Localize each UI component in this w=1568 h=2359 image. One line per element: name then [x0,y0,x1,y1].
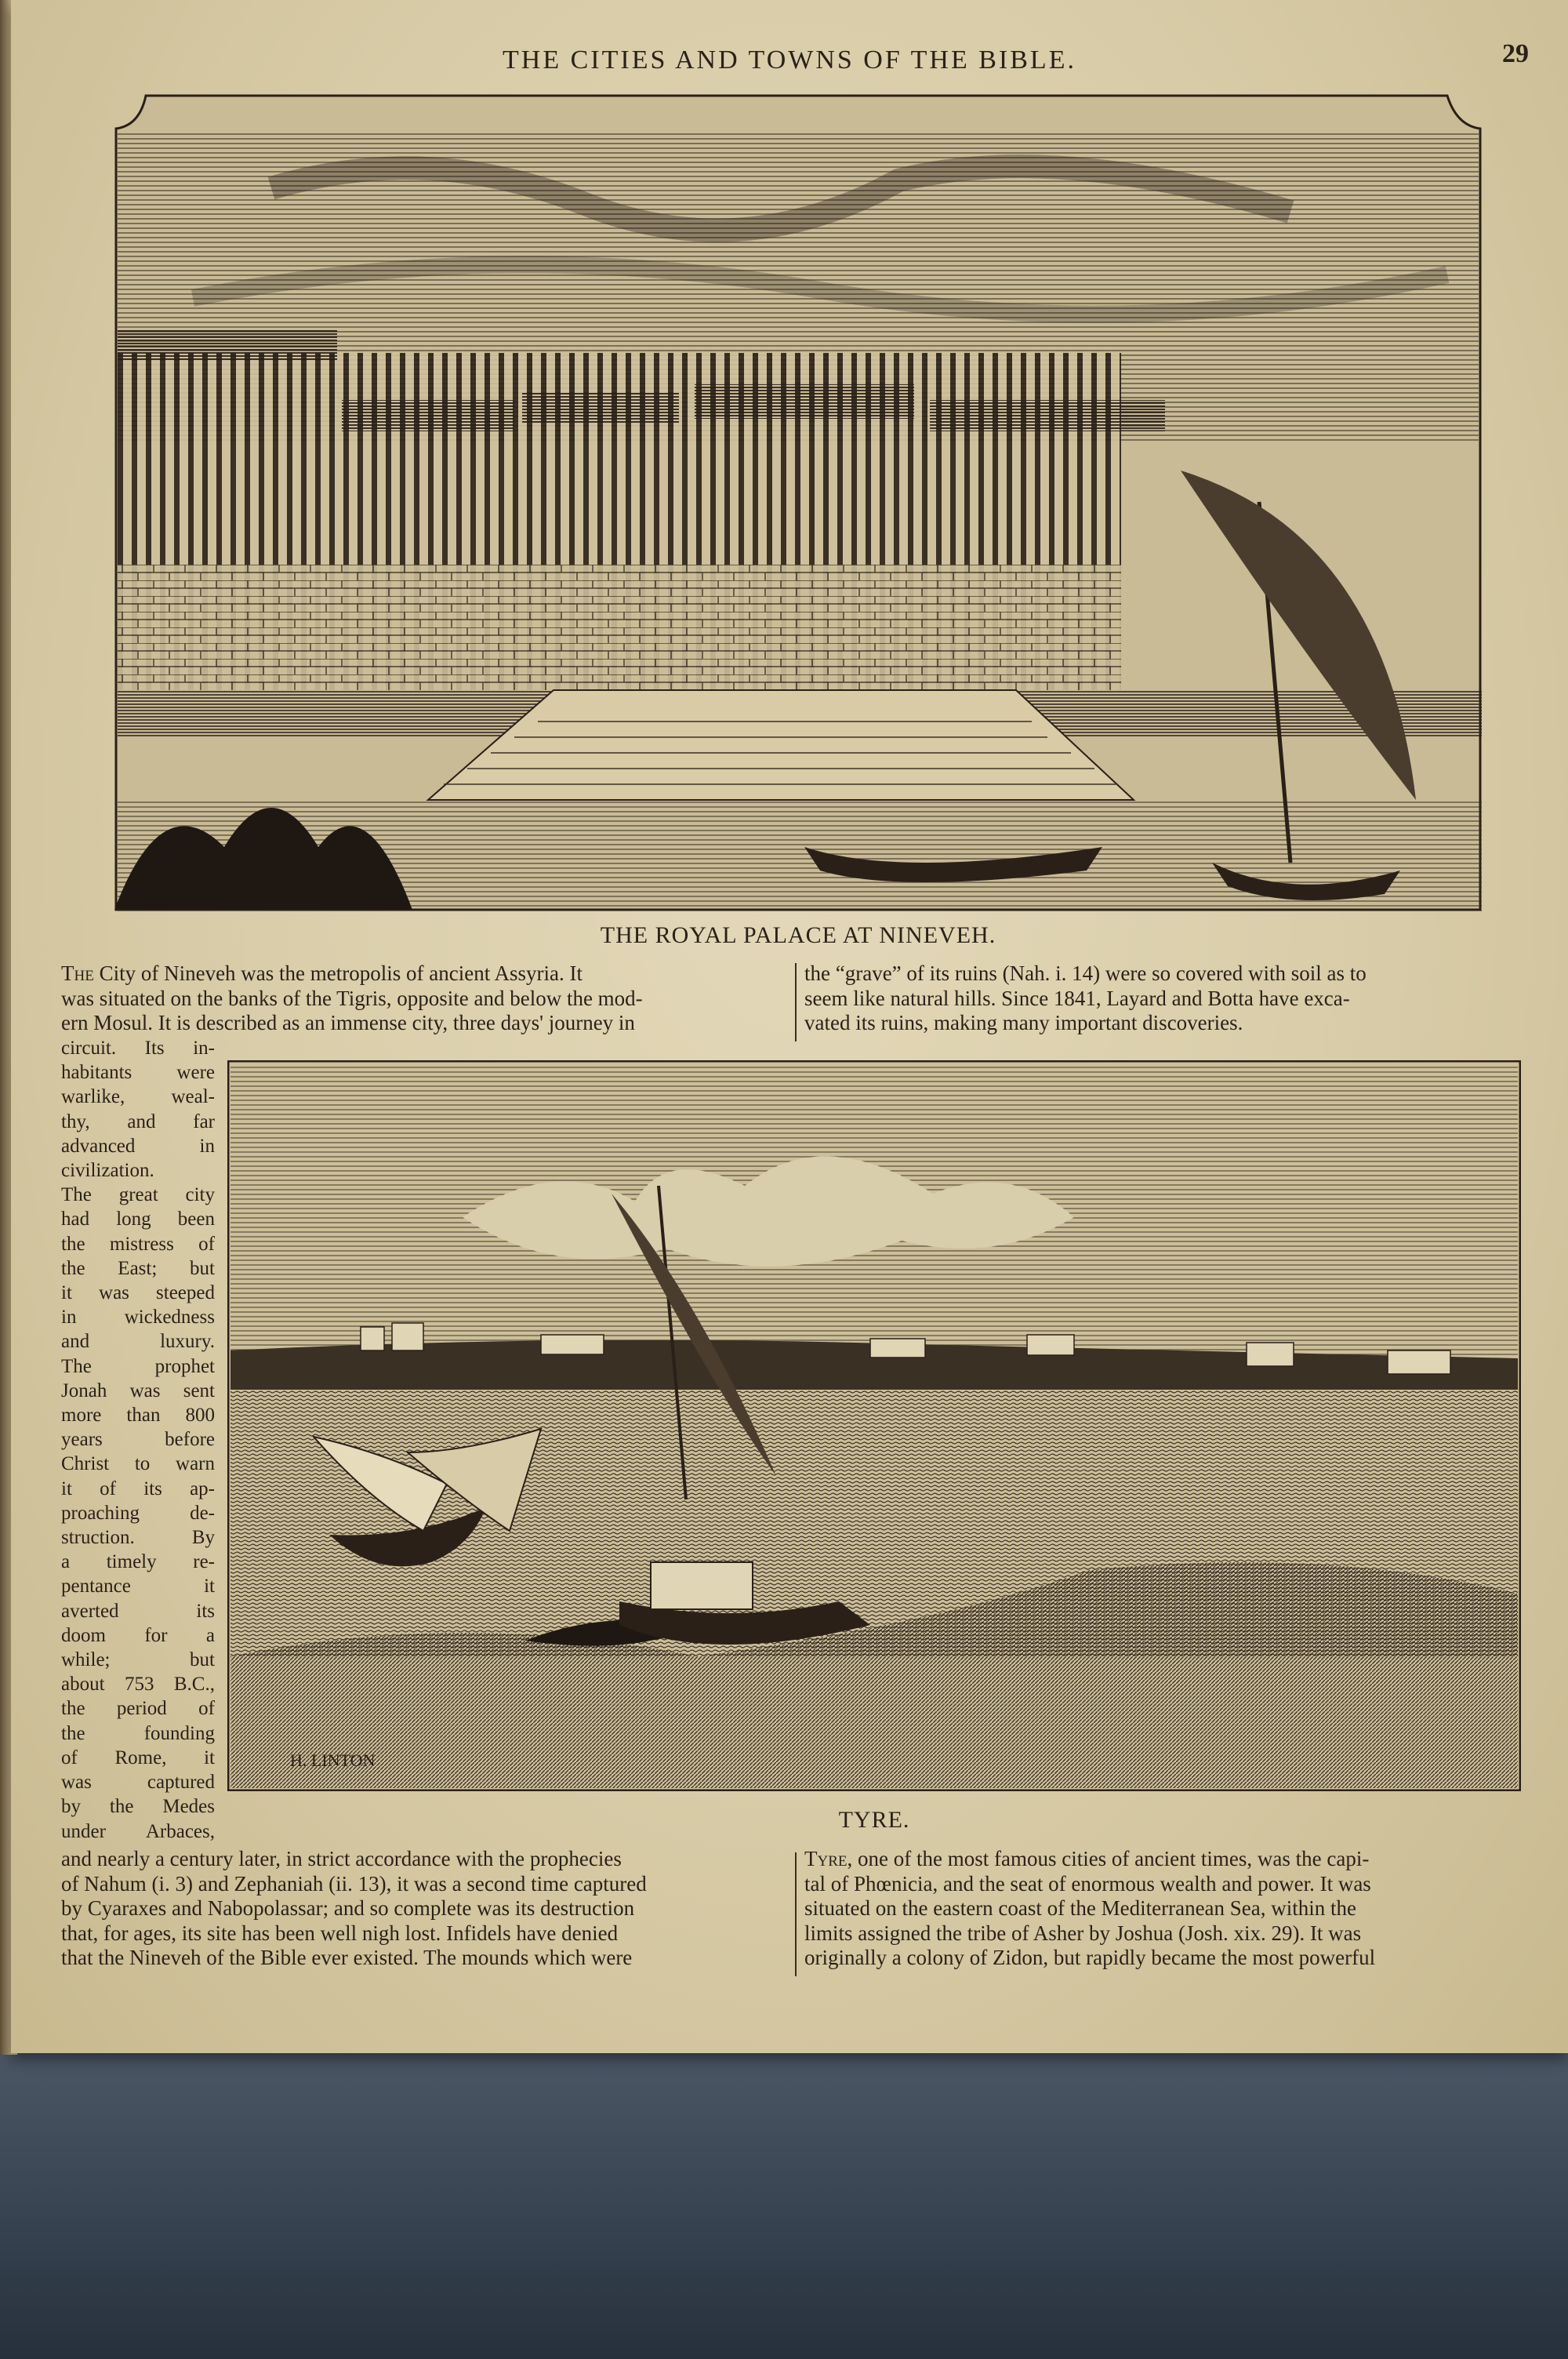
text-line: The great city [61,1184,215,1206]
text-line: the period of [61,1698,215,1720]
text-line: by the Medes [61,1796,215,1818]
text-line: the “grave” of its ruins (Nah. i. 14) were so covered with soil as to [804,961,1367,985]
text-line: under Arbaces, [61,1820,215,1842]
text-line: that, for ages, its site has been well nigh lost. Infidels have denied [61,1921,619,1945]
column-rule-top [795,963,797,1041]
page-number: 29 [1502,39,1529,68]
text-line: and nearly a century later, in strict accordance with the prophecies [61,1847,622,1870]
text-line: originally a colony of Zidon, but rapidly became the most powerful [804,1946,1376,1969]
text-line: doom for a [61,1624,215,1646]
text-line: Christ to warn [61,1453,215,1475]
running-head: THE CITIES AND TOWNS OF THE BIBLE. [503,45,1076,75]
text-line: of Nahum (i. 3) and Zephaniah (ii. 13), it was a second time captured [61,1871,647,1896]
text-line: was situated on the banks of the Tigris, opposite and below the mod- [61,986,643,1010]
text-line: it was steeped [61,1282,215,1304]
lead-word: The [61,961,94,985]
text-line: circuit. Its in- [61,1038,215,1059]
nineveh-text-top-right [804,961,1541,1036]
text-line: was captured [61,1772,215,1794]
figure-caption-nineveh: THE ROYAL PALACE AT NINEVEH. [600,922,996,948]
figure-caption-tyre: TYRE. [838,1807,910,1833]
text-line: of Rome, it [61,1747,215,1768]
text-line: Jonah was sent [61,1379,215,1401]
text-line: Tyre, one of the most famous cities of ancient times, was the capi- [804,1847,1370,1870]
text-line: limits assigned the tribe of Asher by Joshua (Josh. xix. 29). It was [804,1921,1362,1945]
text-line: advanced in [61,1135,215,1157]
text-line: the mistress of [61,1233,215,1255]
text-line: pentance it [61,1576,215,1598]
text-line: struction. By [61,1527,215,1549]
text-line: the founding [61,1722,215,1744]
tyre-text [804,1847,1541,1971]
text-line: more than 800 [61,1405,215,1427]
nineveh-text-narrow-column [61,1036,215,1844]
text-line: while; but [61,1649,215,1671]
nineveh-text-top-left [61,961,792,1036]
text-line: The City of Nineveh was the metropolis of ancient Assyria. It [61,961,583,985]
text-line: seem like natural hills. Since 1841, Layard and Botta have exca- [804,986,1350,1010]
book-page [11,0,1568,2053]
text-line: The prophet [61,1355,215,1377]
text-line: proaching de- [61,1502,215,1524]
text-line: that the Nineveh of the Bible ever existed. The mounds which were [61,1946,633,1969]
text-line: tal of Phœnicia, and the seat of enormous wealth and power. It was [804,1871,1371,1896]
lead-word: Tyre, [804,1847,853,1870]
text-line: years before [61,1429,215,1451]
text-line: it of its ap- [61,1478,215,1499]
text-line: had long been [61,1209,215,1230]
text-line: and luxury. [61,1331,215,1353]
text-line: ern Mosul. It is described as an immense city, three days' journey in [61,1011,635,1034]
text-line: in wickedness [61,1307,215,1329]
column-rule-bottom [795,1852,797,1976]
text-line: thy, and far [61,1110,215,1132]
tyre-engraving [227,1060,1521,1791]
text-line: averted its [61,1600,215,1622]
nineveh-text-bottom-left [61,1847,792,1971]
text-line: civilization. [61,1160,154,1182]
text-line: a timely re- [61,1551,215,1573]
text-line: situated on the eastern coast of the Mediterranean Sea, within the [804,1896,1357,1920]
engraver-signature: H. LINTON [290,1750,376,1770]
text-line: by Cyaraxes and Nabopolassar; and so complete was its destruction [61,1896,635,1920]
text-line: the East; but [61,1257,215,1279]
text-line: vated its ruins, making many important discoveries. [804,1011,1243,1034]
text-line: habitants were [61,1062,215,1084]
text-line: warlike, weal- [61,1086,215,1108]
text-line: about 753 B.C., [61,1674,215,1696]
nineveh-palace-engraving [114,94,1482,911]
